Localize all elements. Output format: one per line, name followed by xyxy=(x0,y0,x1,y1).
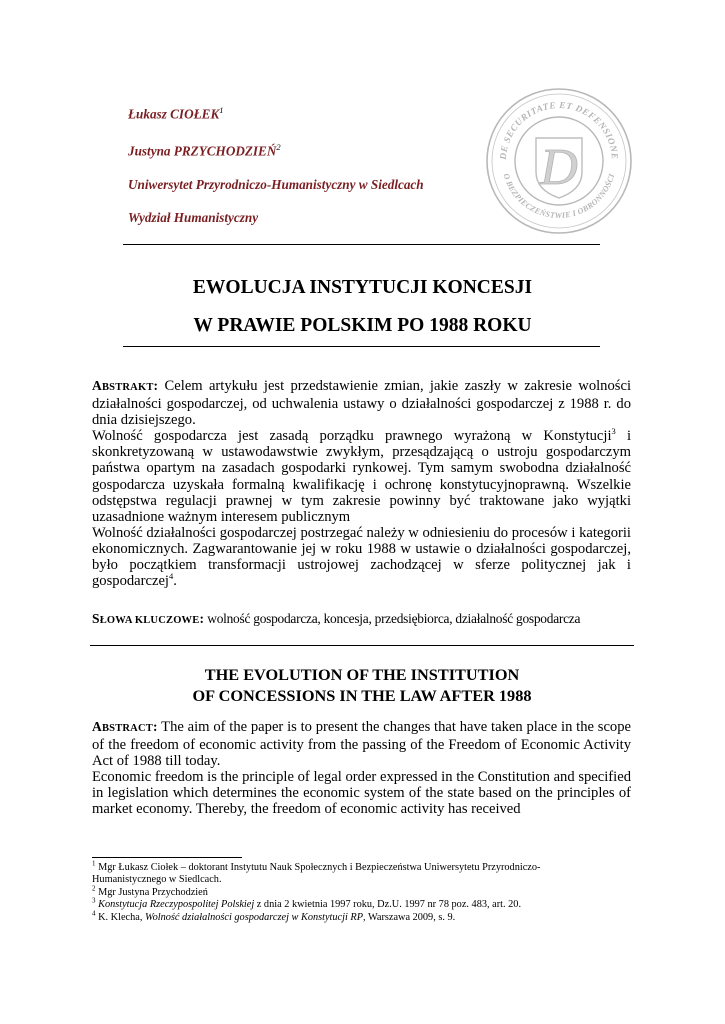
abstract-pl xyxy=(92,378,631,589)
abstract-pl-paragraph-1 xyxy=(92,378,631,428)
header-divider xyxy=(123,244,600,245)
footnote-1-cont: Humanistycznego w Siedlcach. xyxy=(92,874,222,886)
abstract-en-paragraph-1 xyxy=(92,719,631,769)
footnote-ref-3[interactable]: 3 xyxy=(611,426,616,437)
abstract-en-paragraph-2: Economic freedom is the principle of legal order expressed in the Constitution and specified in legislation which determines the economic system of the state based on the principles of market economy. Thereby, the freedom of economic activity has received xyxy=(92,769,631,818)
seal-bottom-text: O BEZPIECZEŃSTWIE I OBRONNOŚCI xyxy=(501,172,617,221)
abstract-pl-label: ABSTRAKT: xyxy=(92,378,159,393)
author-block xyxy=(128,102,488,243)
title-en-line-1: THE EVOLUTION OF THE INSTITUTION xyxy=(204,665,520,684)
seal-top-text: DE SECURITATE ET DEFENSIONE xyxy=(497,99,621,161)
author-2-footnote-mark[interactable]: 2 xyxy=(276,142,281,153)
author-1-name: Łukasz CIOŁEK xyxy=(128,106,220,122)
author-2-name: Justyna PRZYCHODZIEŃ xyxy=(128,143,277,159)
university-name: Uniwersytet Przyrodniczo-Humanistyczny w Siedlcach xyxy=(128,176,424,192)
abstract-pl-paragraph-3: Wolność działalności gospodarczej postrzegać należy w odniesieniu do procesów i kategorii ekonomicznych. Zagwarantowanie jej w roku 1988 w ustawie o działalności gospodarczej, było początkiem transformacji ustrojowej zachodzącej w sferze politycznej jak i gospodarczej$^4$. xyxy=(92,524,631,590)
abstract-pl-paragraph-2: Wolność gospodarcza jest zasadą porządku prawnego wyrażoną w Konstytucji$^3$ i skonkretyzowaną w ustawodawstwie zwykłym, przesądzającą o ustroju gospodarczym państwa opartym na zasadach gospodarki rynkowej. Tym samym swobodna działalność gospodarcza uzyskała formalną kwalifikację i ochronę konstytucyjnoprawną. Wszelkie odstępstwa regulacji prawnej w tym zakresie powinny być traktowane jako wyjątki uzasadnione ważnym interesem publicznym xyxy=(92,426,632,525)
title-en xyxy=(90,664,634,706)
section-divider xyxy=(90,645,634,646)
footnote-divider xyxy=(92,857,242,858)
author-1-footnote-mark[interactable]: 1 xyxy=(219,105,224,115)
abstract-pl-text-1: Celem artykułu jest przedstawienie zmian, jakie zaszły w zakresie wolności działalności gospodarczej, od uchwalenia ustawy o działalności gospodarczej z 1988 r. do dnia dzisiejszego. xyxy=(92,378,631,429)
footnote-4: $^4$ K. Klecha, Wolność działalności gospodarczej w Konstytucji RP, Warszawa 2009, s. 9. xyxy=(92,909,456,923)
journal-seal xyxy=(484,86,634,236)
faculty-name: Wydział Humanistyczny xyxy=(128,209,259,225)
abstract-en-text-1: The aim of the paper is to present the changes that have taken place in the scope of the freedom of economic activity from the passing of the Freedom of Economic Activity Act of 1988 till today. xyxy=(92,719,631,770)
seal-letter: D xyxy=(540,139,578,196)
title-pl-line-2: W PRAWIE POLSKIM PO 1988 ROKU xyxy=(193,315,532,336)
footnote-1: $^1$ Mgr Łukasz Ciołek – doktorant Instytutu Nauk Społecznych i Bezpieczeństwa Uniwersytetu Przyrodniczo- xyxy=(92,859,541,873)
footnote-ref-4[interactable]: 4 xyxy=(169,571,174,582)
author-2 xyxy=(128,139,488,159)
footnotes xyxy=(92,859,652,924)
keywords-pl-label: SŁOWA KLUCZOWE: xyxy=(92,611,205,626)
abstract-en-label: ABSTRACT: xyxy=(92,719,158,734)
title-en-line-2: OF CONCESSIONS IN THE LAW AFTER 1988 xyxy=(192,686,532,705)
footnote-2: $^2$ Mgr Justyna Przychodzień xyxy=(92,884,208,898)
footnote-3: $^3$ Konstytucja Rzeczypospolitej Polskiej z dnia 2 kwietnia 1997 roku, Dz.U. 1997 nr 78 poz. 483, art. 20. xyxy=(92,896,522,911)
keywords-pl-text: wolność gospodarcza, koncesja, przedsiębiorca, działalność gospodarcza xyxy=(204,611,581,626)
author-1 xyxy=(128,102,488,122)
abstract-en xyxy=(92,719,631,818)
keywords-pl xyxy=(92,611,631,629)
title-pl-line-1: EWOLUCJA INSTYTUCJI KONCESJI xyxy=(192,277,533,298)
title-divider xyxy=(123,346,600,347)
